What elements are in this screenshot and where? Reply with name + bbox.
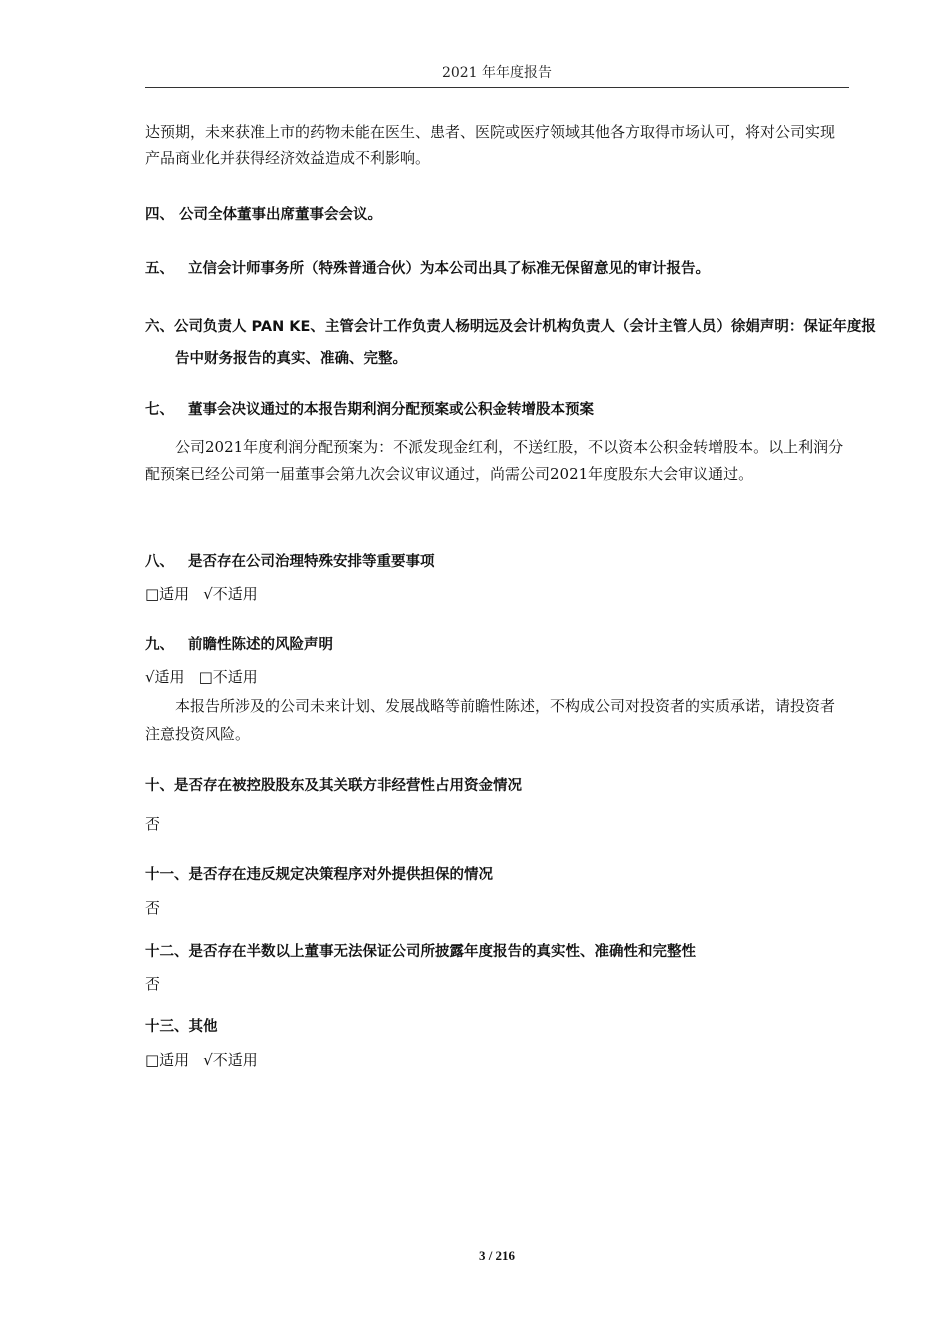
section-13-heading: 十三、其他	[145, 1019, 218, 1035]
section-12-answer: 否	[145, 975, 161, 993]
section-8-title: 是否存在公司治理特殊安排等重要事项	[188, 554, 435, 570]
section-8-heading	[145, 549, 849, 575]
section-9-body: 本报告所涉及的公司未来计划、发展战略等前瞻性陈述，不构成公司对投资者的实质承诺，请投资者注意投资风险。	[145, 697, 836, 743]
section-7-body: 公司2021年度利润分配预案为：不派发现金红利，不送红股，不以资本公积金转增股本。以上利润分配预案已经公司第一届董事会第九次会议审议通过，尚需公司2021年度股东大会审议通过。	[145, 438, 844, 483]
section-9-heading	[145, 632, 849, 658]
section-7-number: 七、	[145, 402, 174, 418]
section-5	[145, 256, 849, 282]
section-13-options	[145, 1047, 849, 1073]
section-9-number: 九、	[145, 637, 174, 653]
page-number: 3 / 216	[478, 1248, 516, 1263]
section-5-text: 立信会计师事务所（特殊普通合伙）为本公司出具了标准无保留意见的审计报告。	[188, 261, 710, 277]
section-9-options	[145, 664, 849, 690]
section-8-number: 八、	[145, 554, 174, 570]
section-13-option-not-applicable: √不适用	[203, 1051, 258, 1069]
section-12-heading: 十二、是否存在半数以上董事无法保证公司所披露年度报告的真实性、准确性和完整性	[145, 944, 696, 960]
section-5-number: 五、	[145, 261, 174, 277]
section-9-title: 前瞻性陈述的风险声明	[188, 637, 333, 653]
section-6: 六、公司负责人 PAN KE、主管会计工作负责人杨明远及会计机构负责人（会计主管人员）徐娟声明：保证年度报告中财务报告的真实、准确、完整。	[145, 319, 876, 367]
section-11-heading: 十一、是否存在违反规定决策程序对外提供担保的情况	[145, 867, 493, 883]
section-11-answer: 否	[145, 899, 161, 917]
section-8-option-applicable: □适用	[145, 585, 190, 603]
section-10-heading: 十、是否存在被控股股东及其关联方非经营性占用资金情况	[145, 778, 522, 794]
section-7-title: 董事会决议通过的本报告期利润分配预案或公积金转增股本预案	[188, 402, 594, 418]
section-8-option-not-applicable: √不适用	[203, 585, 258, 603]
section-8-options	[145, 581, 849, 607]
section-10-answer: 否	[145, 815, 161, 833]
intro-paragraph: 达预期，未来获准上市的药物未能在医生、患者、医院或医疗领域其他各方取得市场认可，将对公司实现产品商业化并获得经济效益造成不利影响。	[145, 123, 836, 167]
section-4: 四、 公司全体董事出席董事会会议。	[145, 207, 383, 223]
page-header: 2021 年年度报告	[441, 65, 553, 81]
section-7-heading	[145, 397, 849, 423]
header-rule	[145, 87, 849, 88]
section-9-option-applicable: √适用	[145, 668, 185, 686]
section-13-option-applicable: □适用	[145, 1051, 190, 1069]
section-9-option-not-applicable: □不适用	[198, 668, 258, 686]
